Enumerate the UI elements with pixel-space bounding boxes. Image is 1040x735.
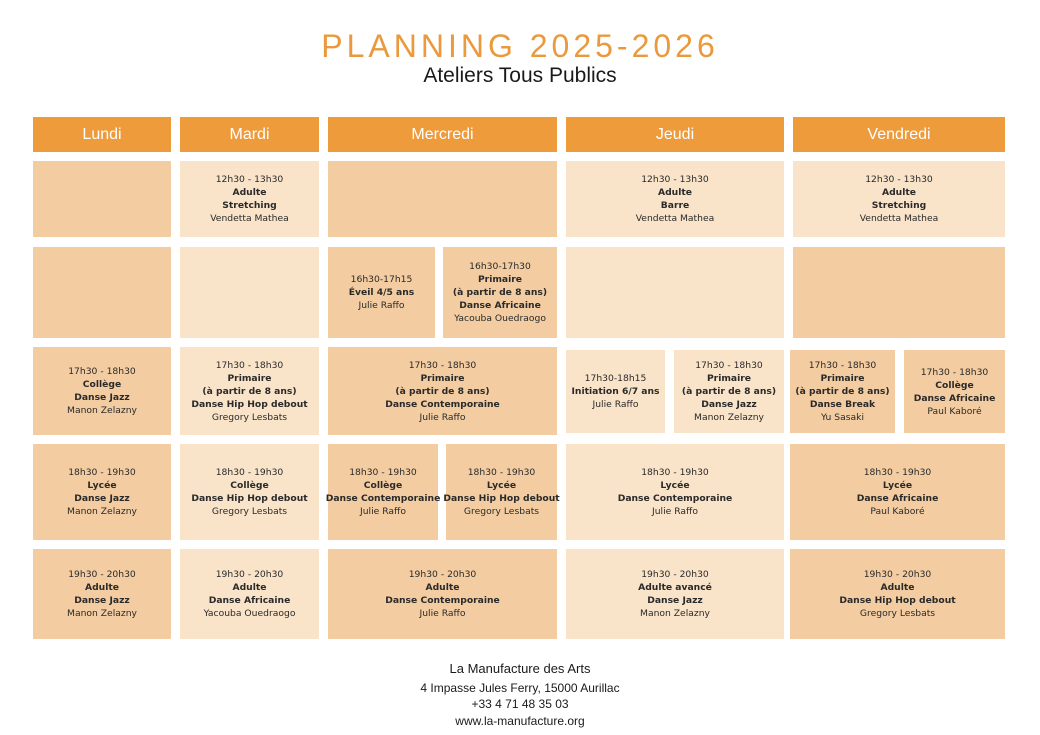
schedule-cell	[674, 350, 784, 433]
slot-course: Danse Jazz	[74, 595, 130, 606]
day-header-mercredi: Mercredi	[328, 117, 557, 152]
slot-age: (à partir de 8 ans)	[681, 386, 777, 397]
schedule-cell	[793, 161, 1005, 237]
slot-course: Danse Hip Hop debout	[839, 595, 956, 606]
schedule-cell	[566, 444, 784, 540]
slot-time: 17h30-18h15	[584, 373, 647, 384]
slot-level: Éveil 4/5 ans	[348, 287, 415, 298]
slot-age: (à partir de 8 ans)	[795, 386, 890, 397]
slot-course: Barre	[660, 200, 690, 211]
slot-teacher: Paul Kaboré	[870, 506, 925, 517]
slot-time: 17h30 - 18h30	[215, 359, 284, 371]
slot-age: (à partir de 8 ans)	[202, 385, 297, 397]
slot-level: Primaire	[477, 274, 523, 285]
slot-course: Stretching	[871, 200, 927, 211]
schedule-cell	[790, 444, 1005, 540]
slot-level: Adulte	[232, 582, 267, 593]
schedule-cell	[566, 350, 665, 433]
page-subtitle: Ateliers Tous Publics	[423, 64, 617, 87]
schedule-cell	[33, 549, 171, 639]
day-header-vendredi: Vendredi	[793, 117, 1005, 152]
slot-time: 16h30-17h30	[469, 261, 531, 272]
schedule-cell	[328, 549, 557, 639]
slot-level: Lycée	[660, 480, 690, 491]
slot-time: 19h30 - 20h30	[863, 569, 932, 580]
slot-course: Stretching	[222, 200, 277, 211]
slot-teacher: Manon Zelazny	[67, 405, 137, 416]
slot-teacher: Manon Zelazny	[694, 412, 764, 423]
slot-level: Adulte	[84, 582, 119, 593]
slot-time: 18h30 - 19h30	[641, 467, 709, 478]
day-header-mardi: Mardi	[180, 117, 319, 152]
slot-time: 12h30 - 13h30	[865, 174, 933, 185]
slot-time: 17h30 - 18h30	[68, 366, 136, 377]
schedule-cell-empty	[566, 247, 784, 338]
slot-time: 18h30 - 19h30	[863, 467, 932, 478]
slot-course: Danse Africaine	[459, 300, 541, 311]
schedule-cell	[443, 247, 557, 338]
slot-level: Collège	[935, 379, 974, 391]
day-header-jeudi: Jeudi	[566, 117, 784, 152]
slot-teacher: Yu Sasaki	[820, 412, 865, 423]
slot-teacher: Yacouba Ouedraogo	[454, 313, 546, 324]
slot-age: (à partir de 8 ans)	[395, 385, 490, 397]
slot-course: Danse Break	[809, 399, 876, 410]
schedule-cell	[180, 161, 319, 237]
schedule-cell	[566, 549, 784, 639]
slot-level: Collège	[363, 480, 403, 491]
footer-phone: +33 4 71 48 35 03	[471, 697, 569, 711]
slot-course: Danse Jazz	[74, 493, 130, 504]
slot-course: Danse Jazz	[74, 392, 130, 403]
slot-course: Danse Contemporaine	[385, 398, 500, 410]
slot-course: Danse Africaine	[913, 392, 996, 404]
slot-course: Danse Africaine	[208, 595, 291, 606]
slot-time: 19h30 - 20h30	[68, 569, 136, 580]
slot-course: Danse Hip Hop debout	[191, 493, 308, 504]
slot-course: Danse Contemporaine	[617, 493, 733, 504]
slot-teacher: Julie Raffo	[360, 506, 406, 517]
slot-teacher: Vendetta Mathea	[210, 213, 289, 224]
slot-time: 17h30 - 18h30	[920, 366, 989, 378]
slot-course: Danse Jazz	[647, 595, 703, 606]
slot-teacher: Gregory Lesbats	[463, 506, 540, 517]
slot-course: Danse Contemporaine	[385, 595, 500, 606]
schedule-cell-empty	[180, 247, 319, 338]
schedule-cell	[328, 247, 435, 338]
page-title: PLANNING 2025-2026	[321, 28, 719, 64]
slot-teacher: Julie Raffo	[592, 399, 639, 410]
slot-level: Adulte	[881, 187, 916, 198]
slot-course: Danse Contemporaine	[325, 493, 441, 504]
slot-teacher: Gregory Lesbats	[211, 506, 288, 517]
schedule-cell	[180, 444, 319, 540]
schedule-cell	[566, 161, 784, 237]
schedule-cell	[328, 347, 557, 435]
slot-teacher: Vendetta Mathea	[859, 213, 939, 224]
slot-teacher: Paul Kaboré	[927, 405, 982, 417]
slot-time: 12h30 - 13h30	[641, 174, 709, 185]
schedule-cell	[180, 549, 319, 639]
slot-teacher: Manon Zelazny	[67, 608, 137, 619]
schedule-cell	[33, 444, 171, 540]
schedule-cell-empty	[33, 247, 171, 338]
slot-level: Primaire	[820, 373, 865, 384]
slot-time: 18h30 - 19h30	[215, 467, 284, 478]
slot-level: Primaire	[420, 372, 465, 384]
schedule-cell	[790, 350, 895, 433]
footer-address: 4 Impasse Jules Ferry, 15000 Aurillac	[420, 681, 620, 695]
slot-time: 18h30 - 19h30	[349, 467, 417, 478]
schedule-cell	[443, 444, 560, 540]
schedule-cell	[790, 549, 1005, 639]
slot-teacher: Manon Zelazny	[640, 608, 710, 619]
slot-course: Danse Hip Hop debout	[443, 493, 560, 504]
slot-course: Danse Africaine	[856, 493, 939, 504]
schedule-cell	[325, 444, 441, 540]
slot-time: 19h30 - 20h30	[408, 569, 477, 580]
slot-course: Danse Hip Hop debout	[191, 398, 308, 410]
slot-teacher: Julie Raffo	[419, 411, 466, 423]
slot-level: Collège	[230, 480, 269, 491]
slot-time: 17h30 - 18h30	[695, 360, 763, 371]
slot-level: Lycée	[486, 480, 517, 491]
slot-level: Adulte	[425, 582, 460, 593]
slot-teacher: Gregory Lesbats	[211, 411, 288, 423]
slot-time: 12h30 - 13h30	[215, 174, 284, 185]
slot-level: Lycée	[882, 480, 913, 491]
slot-level: Adulte	[232, 187, 267, 198]
slot-time: 17h30 - 18h30	[808, 360, 877, 371]
slot-level: Adulte avancé	[638, 582, 712, 593]
slot-age: (à partir de 8 ans)	[452, 287, 548, 298]
slot-course: Danse Jazz	[701, 399, 757, 410]
slot-time: 19h30 - 20h30	[641, 569, 709, 580]
slot-teacher: Yacouba Ouedraogo	[203, 608, 296, 619]
schedule-cell	[904, 350, 1005, 433]
slot-teacher: Julie Raffo	[358, 300, 405, 311]
slot-level: Primaire	[706, 373, 752, 384]
footer-website-link[interactable]: www.la-manufacture.org	[455, 714, 585, 728]
footer-organization-name: La Manufacture des Arts	[449, 661, 591, 676]
slot-teacher: Julie Raffo	[652, 506, 698, 517]
slot-teacher: Julie Raffo	[419, 608, 466, 619]
slot-time: 19h30 - 20h30	[215, 569, 284, 580]
schedule-cell	[180, 347, 319, 435]
slot-level: Lycée	[87, 480, 117, 491]
slot-time: 18h30 - 19h30	[467, 467, 536, 478]
slot-time: 17h30 - 18h30	[408, 359, 477, 371]
slot-level: Adulte	[657, 187, 692, 198]
schedule-cell	[33, 347, 171, 435]
slot-level: Initiation 6/7 ans	[571, 386, 660, 397]
slot-level: Collège	[82, 379, 122, 390]
slot-level: Primaire	[227, 372, 272, 384]
slot-time: 18h30 - 19h30	[68, 467, 136, 478]
slot-teacher: Manon Zelazny	[67, 506, 137, 517]
schedule-cell-empty	[328, 161, 557, 237]
schedule-cell-empty	[793, 247, 1005, 338]
slot-teacher: Vendetta Mathea	[635, 213, 715, 224]
day-header-lundi: Lundi	[33, 117, 171, 152]
schedule-cell-empty	[33, 161, 171, 237]
slot-teacher: Gregory Lesbats	[859, 608, 936, 619]
slot-time: 16h30-17h15	[350, 274, 413, 285]
slot-level: Adulte	[880, 582, 915, 593]
